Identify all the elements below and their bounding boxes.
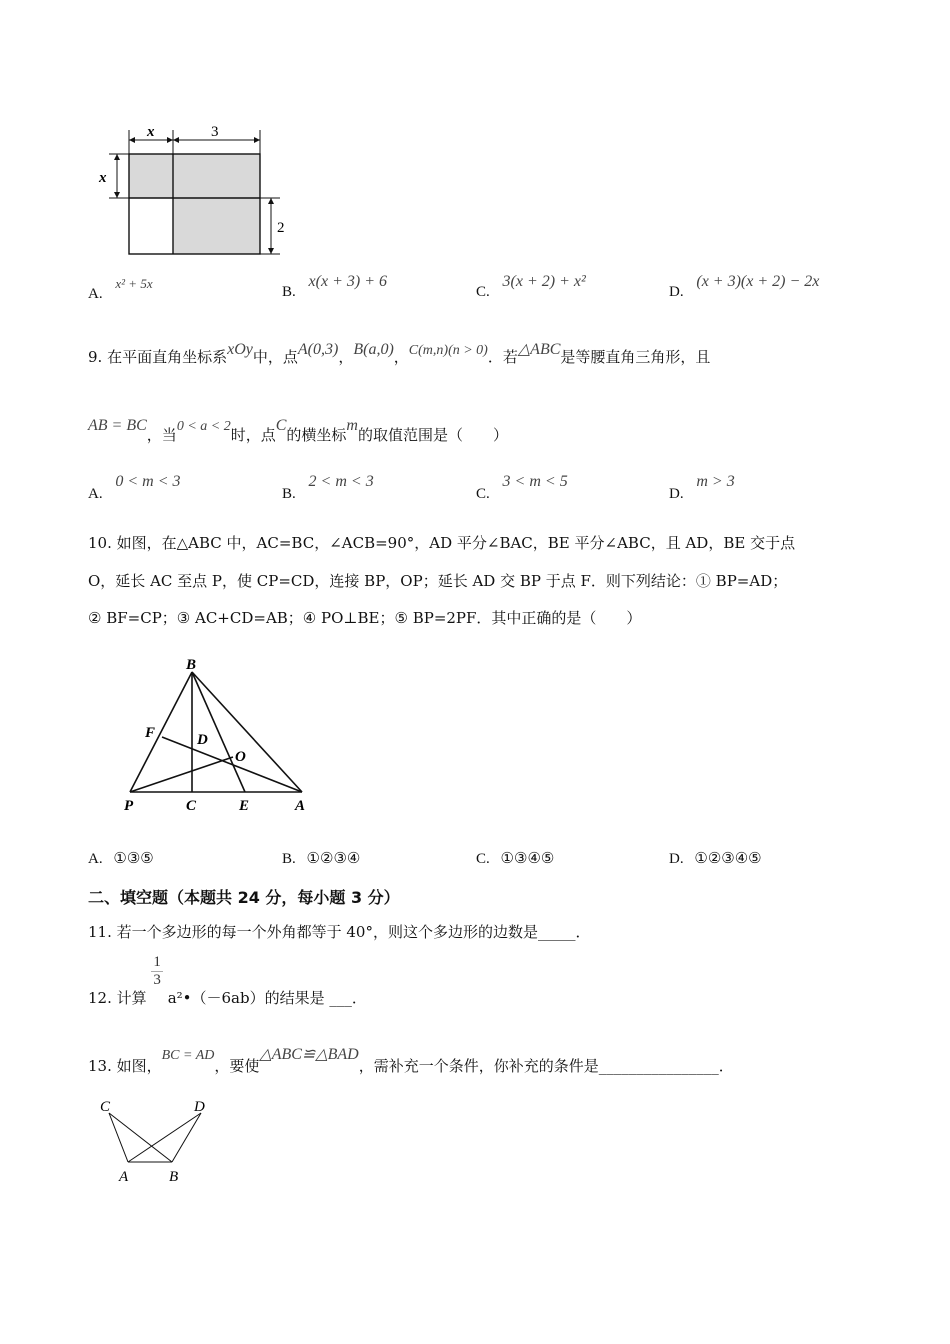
point-label-b: B bbox=[169, 1169, 179, 1185]
q9-text: 在平面直角坐标系 bbox=[107, 348, 228, 366]
q10-line2: O，延长 AC 至点 P，使 CP=CD，连接 BP，OP；延长 AD 交 BP 于点 F．则下列结论：① BP=AD； bbox=[88, 572, 788, 590]
q8-option-b[interactable] bbox=[282, 273, 387, 301]
q9-option-d[interactable] bbox=[669, 473, 735, 503]
q9-math: B(a,0) bbox=[353, 341, 394, 358]
point-label-c: C bbox=[100, 1099, 111, 1115]
option-expr: m > 3 bbox=[696, 473, 735, 490]
q10-line3: ② BF=CP；③ AC+CD=AB；④ PO⊥BE；⑤ BP=2PF．其中正确的是（ ） bbox=[88, 609, 642, 627]
q9-text: ， bbox=[393, 348, 409, 366]
q9-text: 的横坐标 bbox=[286, 426, 347, 444]
q9-math: m bbox=[346, 417, 358, 434]
option-letter: A. bbox=[88, 851, 103, 867]
q9-text: ．若 bbox=[487, 348, 518, 366]
q10-line1: 10. 如图，在△ABC 中，AC=BC，∠ACB=90°，AD 平分∠BAC，BE 平分∠ABC，且 AD，BE 交于点 bbox=[88, 534, 796, 552]
point-label-a: A bbox=[295, 798, 306, 814]
q9-math: xOy bbox=[227, 341, 253, 358]
fig8-label-2: 2 bbox=[277, 220, 285, 236]
point-label-a: A bbox=[119, 1169, 129, 1185]
shaded-region-left bbox=[129, 154, 173, 198]
q13-text: ，要使 bbox=[214, 1057, 260, 1075]
option-expr: x² + 5x bbox=[115, 276, 153, 291]
q11-text: 11. 若一个多边形的每一个外角都等于 40°，则这个多边形的边数是_____． bbox=[88, 923, 591, 941]
option-letter: B. bbox=[282, 486, 296, 502]
point-label-p: P bbox=[124, 798, 134, 814]
point-label-o: O bbox=[235, 749, 246, 765]
q9-text: 的取值范围是（ ） bbox=[357, 426, 508, 444]
q8-area-figure bbox=[95, 120, 295, 260]
option-letter: D. bbox=[669, 284, 684, 300]
q9-text: ， bbox=[338, 348, 354, 366]
q13-prefix: 13. 如图， bbox=[88, 1057, 162, 1075]
q9-math: C(m,n)(n > 0) bbox=[408, 343, 488, 358]
option-letter: D. bbox=[669, 486, 684, 502]
section-heading: 二、填空题（本题共 24 分，每小题 3 分） bbox=[88, 888, 400, 907]
option-expr: x(x + 3) + 6 bbox=[308, 273, 387, 290]
segment-ba bbox=[192, 672, 302, 792]
q13-figure bbox=[95, 1095, 225, 1190]
q9-option-a[interactable] bbox=[88, 473, 181, 503]
point-label-c: C bbox=[186, 798, 197, 814]
option-expr: 3(x + 2) + x² bbox=[502, 273, 586, 290]
q9-math: 0 < a < 2 bbox=[176, 419, 231, 434]
q9-text: ，当 bbox=[146, 426, 177, 444]
segment-af bbox=[162, 737, 302, 792]
q10-triangle-figure bbox=[115, 655, 325, 815]
q10-option-b[interactable] bbox=[282, 849, 360, 868]
option-expr: ①③⑤ bbox=[113, 849, 154, 867]
q12-expr: a²•（－6ab）的结果是 ___． bbox=[167, 988, 367, 1007]
fraction-denominator: 3 bbox=[153, 972, 161, 988]
option-expr: ①②③④⑤ bbox=[694, 849, 762, 867]
q12-line bbox=[88, 956, 367, 1006]
option-expr: 3 < m < 5 bbox=[502, 473, 568, 490]
option-expr: ①③④⑤ bbox=[500, 849, 555, 867]
q9-line1 bbox=[88, 341, 711, 367]
q10-option-c[interactable] bbox=[476, 849, 554, 868]
option-expr: 2 < m < 3 bbox=[308, 473, 374, 490]
q8-option-d[interactable] bbox=[669, 273, 820, 301]
segment-db bbox=[172, 1113, 201, 1162]
point-label-e: E bbox=[239, 798, 250, 814]
q10-option-d[interactable] bbox=[669, 849, 762, 868]
q9-text: 中，点 bbox=[252, 348, 298, 366]
q8-option-c[interactable] bbox=[476, 273, 586, 301]
option-letter: C. bbox=[476, 486, 490, 502]
option-expr: (x + 3)(x + 2) − 2x bbox=[696, 273, 820, 290]
segment-da bbox=[128, 1113, 201, 1162]
q10-option-a[interactable] bbox=[88, 849, 154, 868]
q9-option-b[interactable] bbox=[282, 473, 374, 503]
q9-text: 是等腰直角三角形，且 bbox=[560, 348, 711, 366]
fig8-label-3: 3 bbox=[211, 124, 219, 140]
fig8-label-x-side: x bbox=[99, 170, 107, 186]
fraction-numerator: 1 bbox=[153, 954, 161, 970]
option-letter: D. bbox=[669, 851, 684, 867]
q9-math: C bbox=[275, 417, 287, 434]
q9-math: AB = BC bbox=[88, 417, 147, 434]
option-expr: ①②③④ bbox=[306, 849, 361, 867]
option-letter: B. bbox=[282, 851, 296, 867]
option-letter: C. bbox=[476, 851, 490, 867]
q9-number: 9. bbox=[88, 348, 103, 366]
option-letter: A. bbox=[88, 486, 103, 502]
point-label-d: D bbox=[194, 1099, 205, 1115]
q13-math: BC = AD bbox=[161, 1048, 215, 1063]
option-letter: C. bbox=[476, 284, 490, 300]
point-label-b: B bbox=[186, 657, 197, 673]
point-label-d: D bbox=[197, 732, 208, 748]
q9-math: A(0,3) bbox=[297, 341, 339, 358]
q12-fraction bbox=[151, 954, 163, 989]
option-expr: 0 < m < 3 bbox=[115, 473, 181, 490]
option-letter: A. bbox=[88, 286, 103, 302]
q9-math: △ABC bbox=[517, 341, 561, 358]
q12-prefix: 12. 计算 bbox=[88, 988, 147, 1007]
q13-text: ，需补充一个条件，你补充的条件是________________． bbox=[358, 1057, 734, 1075]
fig8-label-x-top: x bbox=[147, 124, 155, 140]
point-label-f: F bbox=[145, 725, 156, 741]
q9-line2 bbox=[88, 417, 508, 445]
shaded-region-right bbox=[173, 154, 260, 254]
q13-line bbox=[88, 1046, 734, 1076]
q8-option-a[interactable] bbox=[88, 276, 153, 303]
q9-text: 时，点 bbox=[230, 426, 276, 444]
option-letter: B. bbox=[282, 284, 296, 300]
q13-math: △ABC≌△BAD bbox=[259, 1046, 359, 1063]
q9-option-c[interactable] bbox=[476, 473, 568, 503]
